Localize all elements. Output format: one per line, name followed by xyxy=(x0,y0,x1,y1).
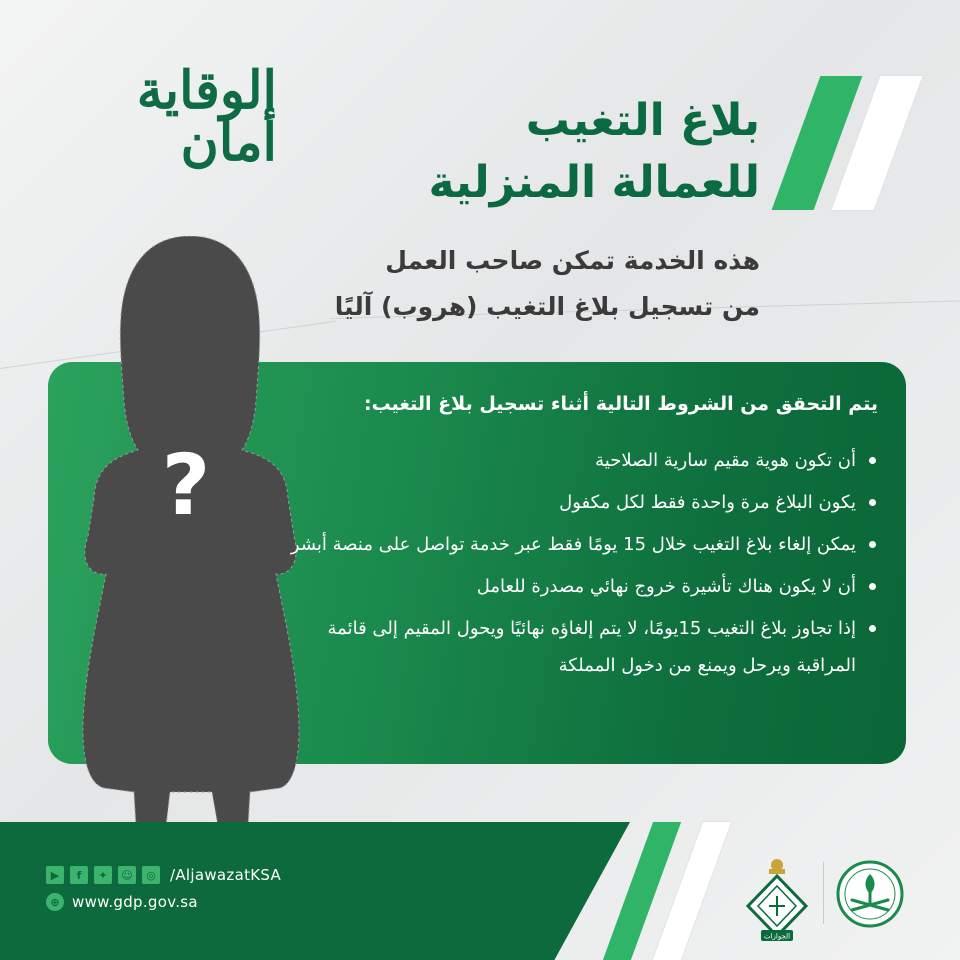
logo-divider xyxy=(823,862,824,924)
list-item: يكون البلاغ مرة واحدة فقط لكل مكفول xyxy=(278,484,878,521)
list-item: أن لا يكون هناك تأشيرة خروج نهائي مصدرة للعامل xyxy=(278,568,878,605)
calligraphy-text: الوقاية أمان xyxy=(136,60,277,173)
website-url[interactable]: www.gdp.gov.sa xyxy=(72,893,198,911)
conditions-heading: يتم التحقق من الشروط التالية أثناء تسجيل بلاغ التغيب: xyxy=(363,393,878,415)
social-links xyxy=(46,866,281,884)
conditions-list xyxy=(278,442,878,684)
list-item: أن تكون هوية مقيم سارية الصلاحية xyxy=(278,442,878,479)
subtitle-line-1: هذه الخدمة تمكن صاحب العمل xyxy=(385,246,760,275)
website-link[interactable] xyxy=(46,893,198,911)
youtube-icon[interactable]: ▶ xyxy=(46,866,64,884)
worker-silhouette-icon xyxy=(80,236,300,826)
list-item: إذا تجاوز بلاغ التغيب 15يومًا، لا يتم إلغاؤه نهائيًا ويحول المقيم إلى قائمة المراقبة ويرحل ويمنع من دخول المملكة xyxy=(278,610,878,684)
title-line-2: للعمالة المنزلية xyxy=(428,157,760,208)
page-title xyxy=(240,90,760,214)
instagram-icon[interactable]: ◎ xyxy=(142,866,160,884)
social-handle[interactable]: /AljawazatKSA xyxy=(170,866,282,884)
list-item: يمكن إلغاء بلاغ التغيب خلال 15 يومًا فقط عبر خدمة تواصل على منصة أبشر xyxy=(278,526,878,563)
subtitle-line-2: من تسجيل بلاغ التغيب (هروب) آليًا xyxy=(334,292,760,321)
ministry-emblem-logo xyxy=(836,860,904,928)
passports-emblem-logo xyxy=(742,856,812,946)
question-mark-icon: ? xyxy=(161,436,211,534)
snapchat-icon[interactable]: ☺ xyxy=(118,866,136,884)
title-line-1: بلاغ التغيب xyxy=(525,95,760,146)
logo-caption: الجوازات xyxy=(763,932,791,941)
facebook-icon[interactable]: f xyxy=(70,866,88,884)
twitter-icon[interactable]: ✦ xyxy=(94,866,112,884)
conditions-content xyxy=(278,382,878,689)
globe-icon: ⊕ xyxy=(46,893,64,911)
footer-band xyxy=(0,822,630,960)
